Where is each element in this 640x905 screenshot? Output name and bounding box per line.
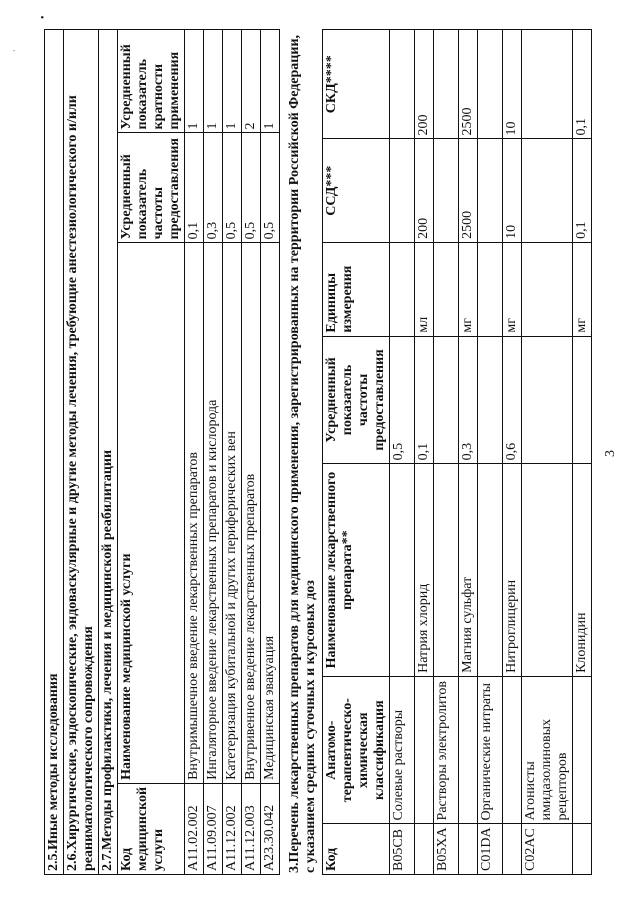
cell-skd xyxy=(390,30,415,139)
cell-code: C02AC xyxy=(522,824,573,875)
cell-unit: мг xyxy=(459,242,478,336)
col-header-atc: Анатомо-терапевтическо-химическая классификация xyxy=(323,676,390,824)
group-row xyxy=(478,30,503,875)
cell-skd: 200 xyxy=(415,30,434,139)
cell-freq xyxy=(522,336,573,464)
section-2-5-title: 2.5.Иные методы исследования xyxy=(45,30,64,875)
cell-code xyxy=(503,824,522,875)
cell-freq: 0,5 xyxy=(242,133,261,243)
cell-freq xyxy=(434,336,459,464)
cell-freq: 0,5 xyxy=(390,336,415,464)
cell-code: C01DA xyxy=(478,824,503,875)
cell-skd: 10 xyxy=(503,30,522,139)
cell-code xyxy=(459,824,478,875)
services-table-body xyxy=(185,30,280,875)
col-header-drug: Наименование лекарственного препарата** xyxy=(323,464,390,677)
cell-unit xyxy=(434,242,459,336)
cell-unit: мг xyxy=(503,242,522,336)
page-number: 3 xyxy=(603,450,618,457)
cell-unit xyxy=(522,242,573,336)
cell-freq: 0,3 xyxy=(459,336,478,464)
cell-atc: Солевые растворы xyxy=(390,676,415,824)
cell-code: A23.30.042 xyxy=(261,783,280,874)
drug-row xyxy=(573,30,592,875)
col-header-mult: Усредненный показатель кратности применения xyxy=(118,30,185,134)
cell-mult: 1 xyxy=(261,30,280,134)
table-row xyxy=(204,30,223,875)
services-header-row xyxy=(118,30,185,875)
cell-name: Ингаляторное введение лекарственных препаратов и кислорода xyxy=(204,243,223,784)
section-2-6-title: 2.6.Хирургические, эндоскопические, эндоваскулярные и другие методы лечения, требующие анестезиологического и/или реаниматологического сопровождения xyxy=(64,30,99,875)
cell-drug: Нитроглицерин xyxy=(503,464,522,677)
table-row xyxy=(223,30,242,875)
cell-freq: 0,5 xyxy=(223,133,242,243)
cell-name: Медицинская эвакуация xyxy=(261,243,280,784)
cell-ssd xyxy=(522,139,573,242)
cell-unit xyxy=(390,242,415,336)
cell-freq: 0,1 xyxy=(185,133,204,243)
cell-skd: 0,1 xyxy=(573,30,592,139)
cell-drug xyxy=(478,464,503,677)
cell-ssd: 2500 xyxy=(459,139,478,242)
col-header-unit: Единицы измерения xyxy=(323,242,390,336)
drugs-header-row xyxy=(323,30,390,875)
table-row xyxy=(242,30,261,875)
drug-row xyxy=(415,30,434,875)
col-header-code: Код xyxy=(323,824,390,875)
cell-freq xyxy=(573,336,592,464)
cell-ssd xyxy=(478,139,503,242)
cell-atc: Органические нитраты xyxy=(478,676,503,824)
cell-mult: 1 xyxy=(185,30,204,134)
cell-drug xyxy=(390,464,415,677)
cell-unit: мг xyxy=(573,242,592,336)
cell-code: A11.12.003 xyxy=(242,783,261,874)
cell-code xyxy=(415,824,434,875)
col-header-freq: Усредненный показатель частоты предоставления xyxy=(118,133,185,243)
cell-name: Внутривенное введение лекарственных препаратов xyxy=(242,243,261,784)
cell-drug: Натрия хлорид xyxy=(415,464,434,677)
cell-drug: Магния сульфат xyxy=(459,464,478,677)
cell-code xyxy=(573,824,592,875)
cell-ssd xyxy=(434,139,459,242)
cell-ssd: 0,1 xyxy=(573,139,592,242)
cell-atc xyxy=(459,676,478,824)
cell-mult: 2 xyxy=(242,30,261,134)
cell-code: A11.12.002 xyxy=(223,783,242,874)
cell-atc: Растворы электролитов xyxy=(434,676,459,824)
scan-mark: • xyxy=(38,15,49,19)
cell-atc xyxy=(415,676,434,824)
col-header-name: Наименование медицинской услуги xyxy=(118,243,185,784)
cell-freq: 0,5 xyxy=(261,133,280,243)
drug-row xyxy=(459,30,478,875)
group-row xyxy=(390,30,415,875)
cell-atc xyxy=(503,676,522,824)
cell-unit: мл xyxy=(415,242,434,336)
cell-name: Внутримышечное введение лекарственных препаратов xyxy=(185,243,204,784)
cell-mult: 1 xyxy=(223,30,242,134)
cell-freq xyxy=(478,336,503,464)
services-table xyxy=(44,29,280,875)
cell-skd xyxy=(522,30,573,139)
cell-mult: 1 xyxy=(204,30,223,134)
cell-unit xyxy=(478,242,503,336)
cell-ssd: 10 xyxy=(503,139,522,242)
drug-row xyxy=(503,30,522,875)
group-row xyxy=(522,30,573,875)
col-header-freq: Усредненный показатель частоты предоставления xyxy=(323,336,390,464)
cell-code: B05XA xyxy=(434,824,459,875)
cell-ssd xyxy=(390,139,415,242)
col-header-ssd: ССД*** xyxy=(323,139,390,242)
cell-code: A11.02.002 xyxy=(185,783,204,874)
cell-skd xyxy=(434,30,459,139)
scan-mark-small: · xyxy=(10,49,19,52)
cell-ssd: 200 xyxy=(415,139,434,242)
cell-freq: 0,1 xyxy=(415,336,434,464)
cell-skd: 2500 xyxy=(459,30,478,139)
cell-code: A11.09.007 xyxy=(204,783,223,874)
cell-atc xyxy=(573,676,592,824)
table-row xyxy=(185,30,204,875)
cell-drug xyxy=(522,464,573,677)
drugs-table xyxy=(322,29,592,875)
cell-drug xyxy=(434,464,459,677)
cell-skd xyxy=(478,30,503,139)
col-header-skd: СКД**** xyxy=(323,30,390,139)
section-3-heading: 3.Перечень лекарственных препаратов для медицинского применения, зарегистрированных на территории Российской Федерации, с указанием средних суточных и курсовых доз xyxy=(287,34,318,873)
cell-name: Катетеризация кубитальной и других периферических вен xyxy=(223,243,242,784)
cell-freq: 0,6 xyxy=(503,336,522,464)
cell-freq: 0,3 xyxy=(204,133,223,243)
table-row xyxy=(261,30,280,875)
cell-drug: Клонидин xyxy=(573,464,592,677)
group-row xyxy=(434,30,459,875)
section-2-7-title: 2.7.Методы профилактики, лечения и медицинской реабилитации xyxy=(99,30,118,875)
cell-code: B05CB xyxy=(390,824,415,875)
drugs-table-body xyxy=(390,30,592,875)
col-header-code: Код медицинской услуги xyxy=(118,783,185,874)
cell-atc: Агонисты имидазолиновых рецепторов xyxy=(522,676,573,824)
